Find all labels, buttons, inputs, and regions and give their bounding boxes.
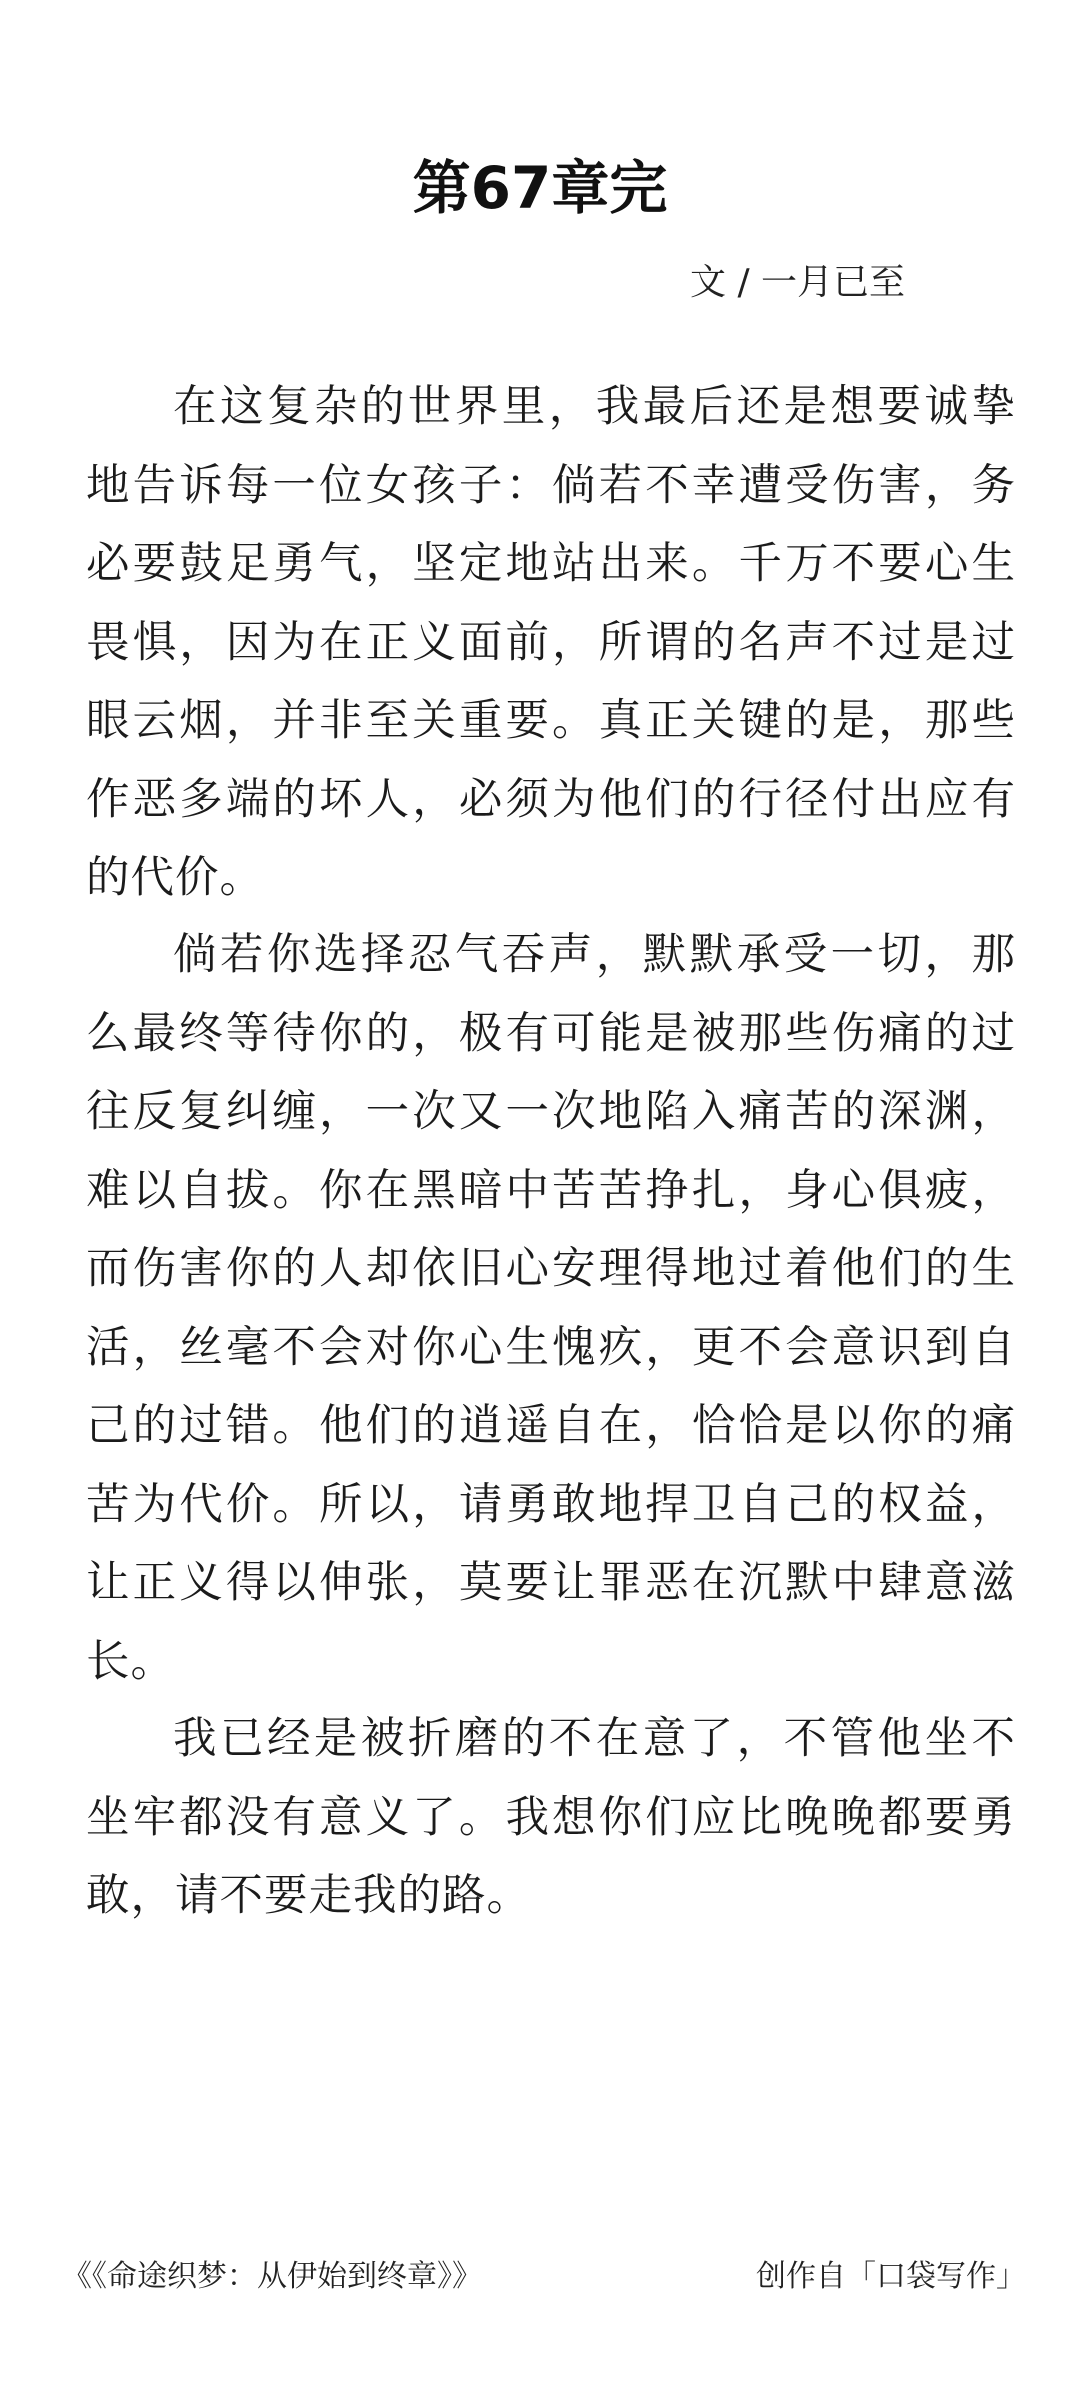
book-title-footer: 《《命途织梦：从伊始到终章》》	[62, 2259, 482, 2294]
paragraph-1: 在这复杂的世界里，我最后还是想要诚挚地告诉每一位女孩子：倘若不幸遭受伤害，务必要鼓足勇气，坚定地站出来。千万不要心生畏惧，因为在正义面前，所谓的名声不过是过眼云烟，并非至关重要。真正关键的是，那些作恶多端的坏人，必须为他们的行径付出应有的代价。	[86, 382, 1016, 903]
paragraph-3: 我已经是被折磨的不在意了，不管他坐不坐牢都没有意义了。我想你们应比晚晚都要勇敢，请不要走我的路。	[86, 1714, 1016, 1921]
chapter-title: 第67章完	[412, 154, 668, 222]
author-line: 文 / 一月已至	[690, 262, 906, 303]
paragraph-2: 倘若你选择忍气吞声，默默承受一切，那么最终等待你的，极有可能是被那些伤痛的过往反复纠缠，一次又一次地陷入痛苦的深渊，难以自拔。你在黑暗中苦苦挣扎，身心俱疲，而伤害你的人却依旧心安理得地过着他们的生活，丝毫不会对你心生愧疚，更不会意识到自己的过错。他们的逍遥自在，恰恰是以你的痛苦为代价。所以，请勇敢地捍卫自己的权益，让正义得以伸张，莫要让罪恶在沉默中肆意滋长。	[86, 930, 1016, 1687]
source-footer: 创作自「口袋写作」	[756, 2259, 1026, 2294]
